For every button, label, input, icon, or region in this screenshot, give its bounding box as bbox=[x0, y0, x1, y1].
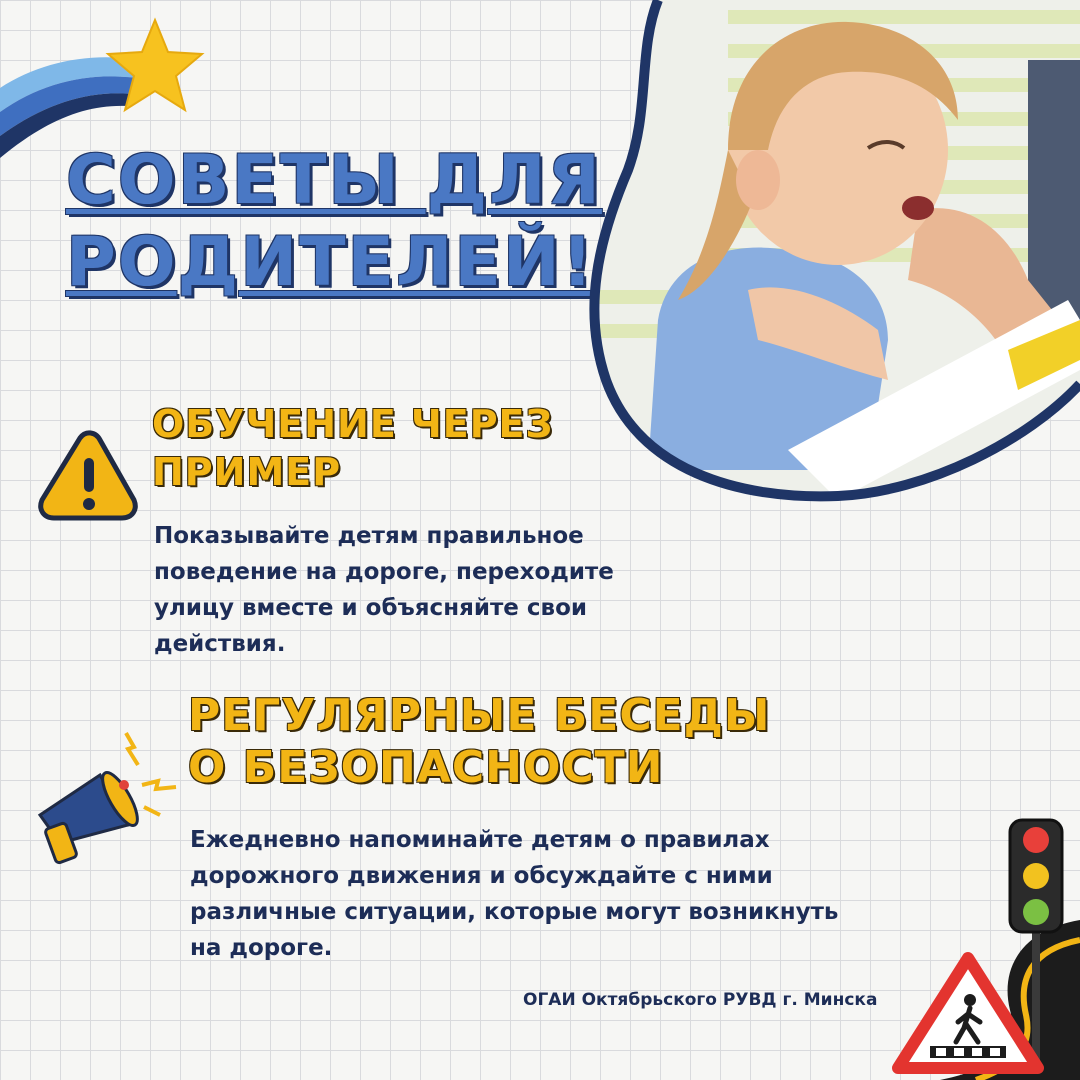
megaphone-icon bbox=[30, 725, 190, 875]
section-1-text: Показывайте детям правильное поведение на дороге, переходите улицу вместе и объясняйте свои действия. bbox=[154, 523, 614, 657]
title-line-2: РОДИТЕЛЕЙ! bbox=[66, 223, 595, 302]
section-1-heading bbox=[152, 400, 554, 496]
section-2-heading bbox=[188, 690, 770, 794]
road-decoration bbox=[880, 810, 1080, 1080]
section-2-text: Ежедневно напоминайте детям о правилах дорожного движения и обсуждайте с ними различные ситуации, которые могут возникнуть на дороге. bbox=[190, 827, 839, 961]
section-2-heading-line-2: О БЕЗОПАСНОСТИ bbox=[188, 742, 664, 793]
warning-icon bbox=[38, 430, 138, 522]
section-1-heading-line-2: ПРИМЕР bbox=[152, 450, 342, 494]
title-line-1: СОВЕТЫ ДЛЯ bbox=[66, 141, 602, 220]
section-2-heading-line-1: РЕГУЛЯРНЫЕ БЕСЕДЫ bbox=[188, 690, 771, 741]
page-title bbox=[66, 140, 602, 304]
child-photo bbox=[588, 0, 1080, 510]
section-1-heading-line-1: ОБУЧЕНИЕ ЧЕРЕЗ bbox=[152, 402, 554, 446]
footer-credit: ОГАИ Октябрьского РУВД г. Минска bbox=[523, 990, 878, 1010]
